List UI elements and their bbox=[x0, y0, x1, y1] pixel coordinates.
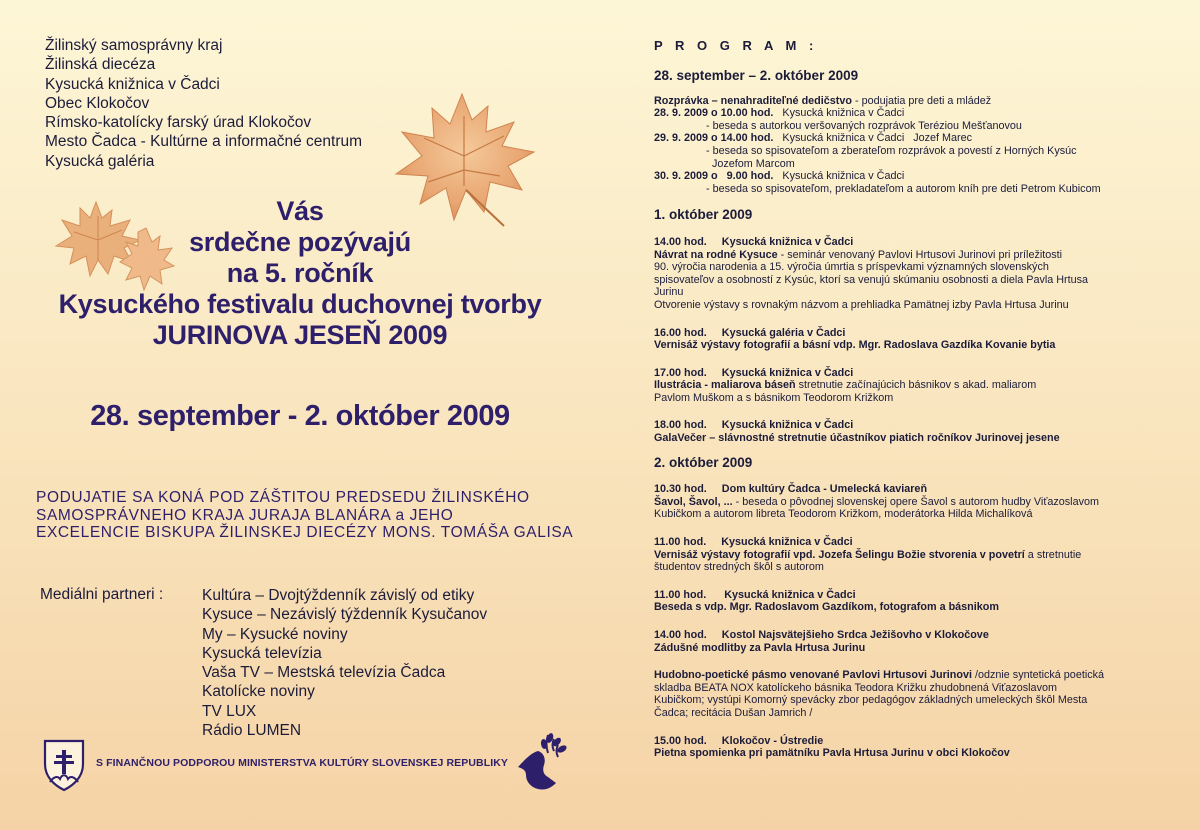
event-title: Šavol, Šavol, ... bbox=[654, 495, 733, 508]
festival-dates: 28. september - 2. október 2009 bbox=[90, 400, 510, 432]
program-event bbox=[654, 419, 1184, 444]
event-title: Rozprávka – nenahraditeľné dedičstvo bbox=[654, 94, 852, 107]
event-time: 29. 9. 2009 o 14.00 hod. bbox=[654, 132, 774, 145]
program-event bbox=[654, 483, 1184, 521]
program-event bbox=[654, 327, 1184, 352]
festival-name: Kysuckého festivalu duchovnej tvorby bbox=[58, 289, 542, 319]
event-title: Beseda s vdp. Mgr. Radoslavom Gazdíkom, fotografom a básnikom bbox=[654, 601, 999, 614]
organizer: Kysucká galéria bbox=[45, 152, 155, 170]
program-day-heading: 28. september – 2. október 2009 bbox=[654, 68, 859, 83]
organizer: Žilinská diecéza bbox=[45, 56, 156, 74]
event-title: Vernisáž výstavy fotografií a básní vdp. Mgr. Radoslava Gazdíka Kovanie bytia bbox=[654, 339, 1056, 352]
event-text: - beseda so spisovateľom a zberateľom rozprávok a povestí z Horných Kysúc bbox=[706, 144, 1077, 157]
event-head: 11.00 hod. Kysucká knižnica v Čadci bbox=[654, 536, 853, 549]
event-text: Čadca; recitácia Dušan Jamrich / bbox=[654, 706, 813, 719]
program-event bbox=[654, 629, 1184, 654]
event-place: Kysucká knižnica v Čadci bbox=[773, 170, 905, 183]
event-text: - beseda so spisovateľom, prekladateľom a autorom kníh pre deti Petrom Kubicom bbox=[706, 182, 1101, 195]
event-head: 10.30 hod. Dom kultúry Čadca - Umelecká kaviareň bbox=[654, 483, 928, 496]
program-event bbox=[654, 735, 1184, 760]
event-head: 17.00 hod. Kysucká knižnica v Čadci bbox=[654, 366, 854, 379]
event-title: Ilustrácia - maliarova báseň bbox=[654, 379, 796, 392]
organizer: Rímsko-katolícky farský úrad Klokočov bbox=[45, 114, 312, 132]
media-partners-list bbox=[202, 586, 487, 740]
event-place: Kysucká knižnica v Čadci bbox=[773, 107, 905, 120]
media-partner: Rádio LUMEN bbox=[202, 722, 302, 740]
organizer: Obec Klokočov bbox=[45, 94, 150, 112]
event-text: Pavlom Muškom a s básnikom Teodorom Križkom bbox=[654, 391, 894, 404]
invitation-block bbox=[40, 196, 560, 351]
program-event bbox=[654, 236, 1184, 312]
patronage-line: PODUJATIE SA KONÁ POD ZÁŠTITOU PREDSEDU ŽILINSKÉHO bbox=[36, 489, 530, 506]
invitation-line: srdečne pozývajú bbox=[189, 227, 411, 257]
event-text: - beseda s autorkou veršovaných rozprávok Teréziou Mešťanovou bbox=[706, 119, 1022, 132]
event-text: - seminár venovaný Pavlovi Hrtusovi Jurinovi pri príležitosti bbox=[777, 248, 1063, 261]
media-partner: Kultúra – Dvojtýždenník závislý od etiky bbox=[202, 587, 475, 604]
ministry-logo-icon bbox=[508, 731, 572, 795]
event-head: 18.00 hod. Kysucká knižnica v Čadci bbox=[654, 419, 854, 432]
media-partner: Vaša TV – Mestská televízia Čadca bbox=[202, 664, 446, 682]
program-event bbox=[654, 367, 1184, 405]
event-text: stretnutie začínajúcich básnikov s akad. maliarom bbox=[795, 379, 1037, 392]
festival-title: JURINOVA JESEŇ 2009 bbox=[152, 320, 448, 350]
slovak-coat-of-arms-icon bbox=[42, 738, 86, 792]
media-partner: Kysuce – Nezávislý týždenník Kysučanov bbox=[202, 606, 488, 624]
event-title: Hudobno-poetické pásmo venované Pavlovi Hrtusovi Jurinovi bbox=[654, 669, 972, 682]
event-head: 11.00 hod. Kysucká knižnica v Čadci bbox=[654, 588, 856, 601]
event-time: 28. 9. 2009 o 10.00 hod. bbox=[654, 107, 774, 120]
patronage-line: EXCELENCIE BISKUPA ŽILINSKEJ DIECÉZY MONS. TOMÁŠA GALISA bbox=[36, 524, 574, 541]
organizer: Žilinský samosprávny kraj bbox=[45, 37, 223, 54]
program-event bbox=[654, 95, 1184, 196]
program-event bbox=[654, 589, 1184, 614]
organizer: Kysucká knižnica v Čadci bbox=[45, 75, 220, 93]
event-text: 90. výročia narodenia a 15. výročia úmrtia s príspevkami významných slovenských bbox=[654, 261, 1049, 274]
event-title: Pietna spomienka pri pamätníku Pavla Hrtusa Jurinu v obci Klokočov bbox=[654, 747, 1010, 760]
event-text: Jurinu bbox=[654, 286, 684, 299]
event-place: Kysucká knižnica v Čadci Jozef Marec bbox=[773, 132, 973, 145]
organizers-list bbox=[45, 36, 362, 171]
patronage-text bbox=[36, 489, 576, 542]
event-text: a stretnutie bbox=[1024, 548, 1082, 561]
event-text: /odznie syntetická poetická bbox=[971, 669, 1105, 682]
program-event bbox=[654, 536, 1184, 574]
program-day-heading: 2. október 2009 bbox=[654, 454, 753, 470]
media-partner: Katolícke noviny bbox=[202, 683, 315, 701]
event-head: 16.00 hod. Kysucká galéria v Čadci bbox=[654, 326, 846, 339]
organizer: Mesto Čadca - Kultúrne a informačné centrum bbox=[45, 133, 363, 151]
program-title: P R O G R A M : bbox=[654, 38, 818, 53]
event-text: spisovateľov a osobností z Kysúc, ktorí sa venujú skúmaniu osobnosti a diela Pavla Hrtusa bbox=[654, 273, 1089, 286]
event-text: Jozefom Marcom bbox=[712, 157, 795, 170]
event-text: Otvorenie výstavy s rovnakým názvom a prehliadka Pamätnej izby Pavla Hrtusa Jurinu bbox=[654, 298, 1069, 311]
event-title: Zádušné modlitby za Pavla Hrtusa Jurinu bbox=[654, 641, 866, 654]
event-head: 15.00 hod. Klokočov - Ústredie bbox=[654, 734, 824, 747]
invitation-line: na 5. ročník bbox=[226, 258, 374, 288]
media-partner: Kysucká televízia bbox=[202, 644, 322, 662]
event-text: študentov stredných škôl s autorom bbox=[654, 561, 824, 574]
media-partner: TV LUX bbox=[202, 702, 257, 720]
media-partners-label: Mediálni partneri : bbox=[40, 586, 164, 603]
event-title: Vernisáž výstavy fotografií vpd. Jozefa Šelingu Božie stvorenia v povetrí bbox=[654, 548, 1025, 561]
event-text: - podujatia pre deti a mládež bbox=[851, 94, 992, 107]
event-head: 14.00 hod. Kysucká knižnica v Čadci bbox=[654, 235, 854, 248]
event-text: Kubičkom; vystúpi Komorný spevácky zbor pedagógov základných umeleckých škôl Mesta bbox=[654, 694, 1088, 707]
event-text: - beseda o pôvodnej slovenskej opere Šavol s autorom hudby Viťazoslavom bbox=[732, 495, 1099, 508]
ministry-support-text: S FINANČNOU PODPOROU MINISTERSTVA KULTÚRY SLOVENSKEJ REPUBLIKY bbox=[96, 757, 509, 769]
program-day-heading: 1. október 2009 bbox=[654, 207, 753, 223]
event-title: Návrat na rodné Kysuce bbox=[654, 248, 778, 261]
invitation-line: Vás bbox=[276, 196, 324, 226]
program-list bbox=[654, 70, 1184, 771]
event-text: skladba BEATA NOX katolíckeho básnika Teodora Križku zhudobnená Viťazoslavom bbox=[654, 681, 1057, 694]
program-event bbox=[654, 669, 1184, 719]
patronage-line: SAMOSPRÁVNEHO KRAJA JURAJA BLANÁRA a JEHO bbox=[36, 506, 454, 524]
event-head: 14.00 hod. Kostol Najsvätejšieho Srdca Ježišovho v Klokočove bbox=[654, 629, 989, 641]
event-time: 30. 9. 2009 o 9.00 hod. bbox=[654, 170, 774, 183]
event-text: Kubičkom a autorom libreta Teodorom Križkom, moderátorka Hilda Michalíková bbox=[654, 508, 1033, 521]
media-partner: My – Kysucké noviny bbox=[202, 625, 348, 643]
event-title: GalaVečer – slávnostné stretnutie účastníkov piatich ročníkov Jurinovej jesene bbox=[654, 432, 1060, 445]
